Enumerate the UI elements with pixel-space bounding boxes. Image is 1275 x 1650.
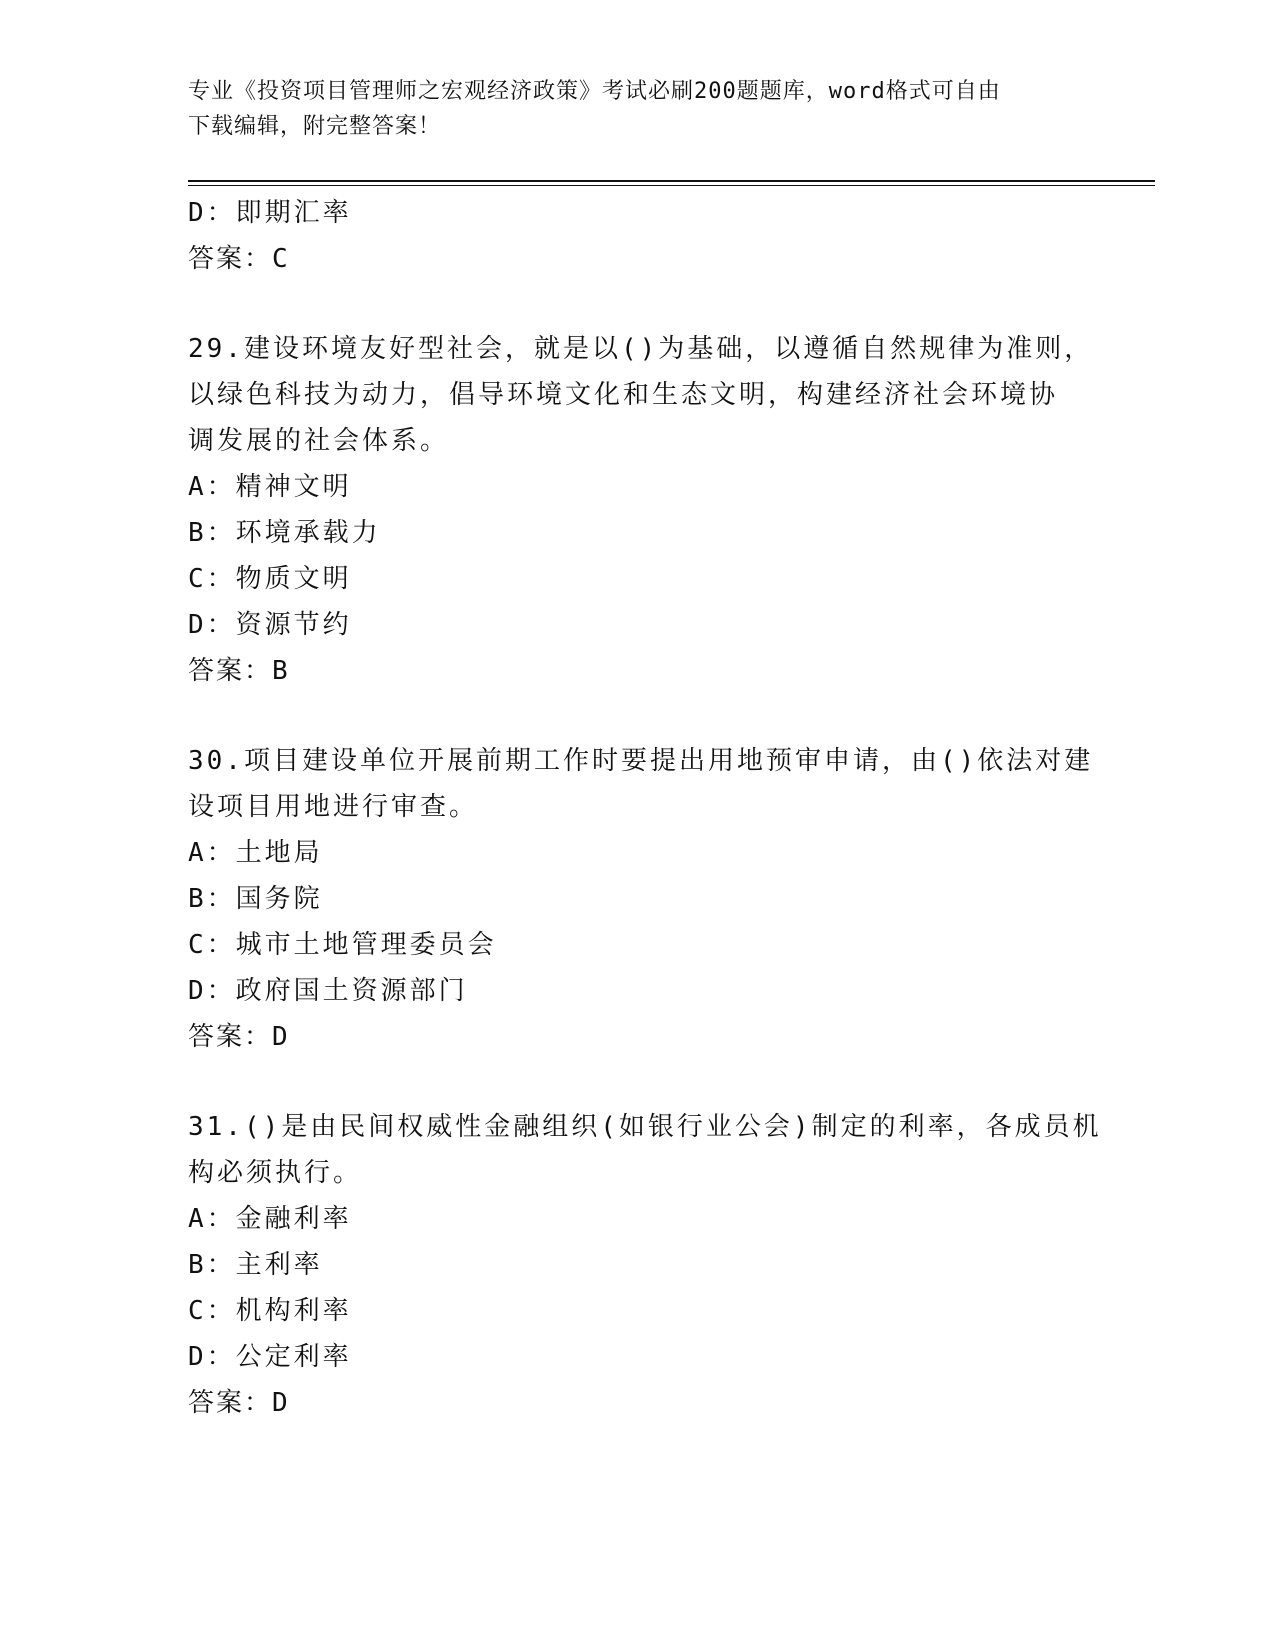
answer-value: D <box>272 1388 291 1418</box>
option-d: D：即期汇率 <box>188 198 352 228</box>
question-stem-line: 设项目用地进行审查。 <box>188 792 479 822</box>
question-list <box>188 190 1102 1426</box>
question-31 <box>188 1104 1102 1426</box>
answer-label: 答案： <box>188 656 273 686</box>
header-line-1: 专业《投资项目管理师之宏观经济政策》考试必刷200题题库，word格式可自由 <box>188 79 1001 104</box>
option-d: D：公定利率 <box>188 1342 352 1372</box>
option-a: A：精神文明 <box>188 472 352 502</box>
option-d: D：政府国土资源部门 <box>188 976 468 1006</box>
answer-value: D <box>272 1022 291 1052</box>
option-a: A：土地局 <box>188 838 323 868</box>
header-divider-thin <box>188 185 1155 186</box>
answer-label: 答案： <box>188 244 273 274</box>
answer-line <box>188 1380 1088 1426</box>
option-d: D：资源节约 <box>188 610 352 640</box>
document-header <box>188 74 1088 144</box>
answer-label: 答案： <box>188 1022 273 1052</box>
question-stem-line: 30.项目建设单位开展前期工作时要提出用地预审申请，由()依法对建 <box>188 746 1094 776</box>
option-b: B：主利率 <box>188 1250 323 1280</box>
question-stem-line: 31.()是由民间权威性金融组织(如银行业公会)制定的利率，各成员机 <box>188 1112 1102 1142</box>
option-c: C：机构利率 <box>188 1296 352 1326</box>
option-a: A：金融利率 <box>188 1204 352 1234</box>
question-stem-line: 调发展的社会体系。 <box>188 426 450 456</box>
option-c: C：城市土地管理委员会 <box>188 930 497 960</box>
previous-question-tail <box>188 190 1088 282</box>
question-stem-line: 以绿色科技为动力，倡导环境文化和生态文明，构建经济社会环境协 <box>188 380 1059 410</box>
option-c: C：物质文明 <box>188 564 352 594</box>
answer-value: B <box>272 656 291 686</box>
option-b: B：国务院 <box>188 884 323 914</box>
header-divider-thick <box>188 180 1155 182</box>
answer-line <box>188 1014 1088 1060</box>
answer-label: 答案： <box>188 1388 273 1418</box>
answer-line <box>188 648 1088 694</box>
question-stem-line: 构必须执行。 <box>188 1158 363 1188</box>
question-stem-line: 29.建设环境友好型社会，就是以()为基础，以遵循自然规律为准则， <box>188 334 1094 364</box>
header-line-2: 下载编辑，附完整答案！ <box>188 114 442 139</box>
answer-line <box>188 236 1088 282</box>
option-b: B：环境承载力 <box>188 518 381 548</box>
question-29 <box>188 326 1094 694</box>
question-30 <box>188 738 1094 1060</box>
answer-value: C <box>272 244 291 274</box>
